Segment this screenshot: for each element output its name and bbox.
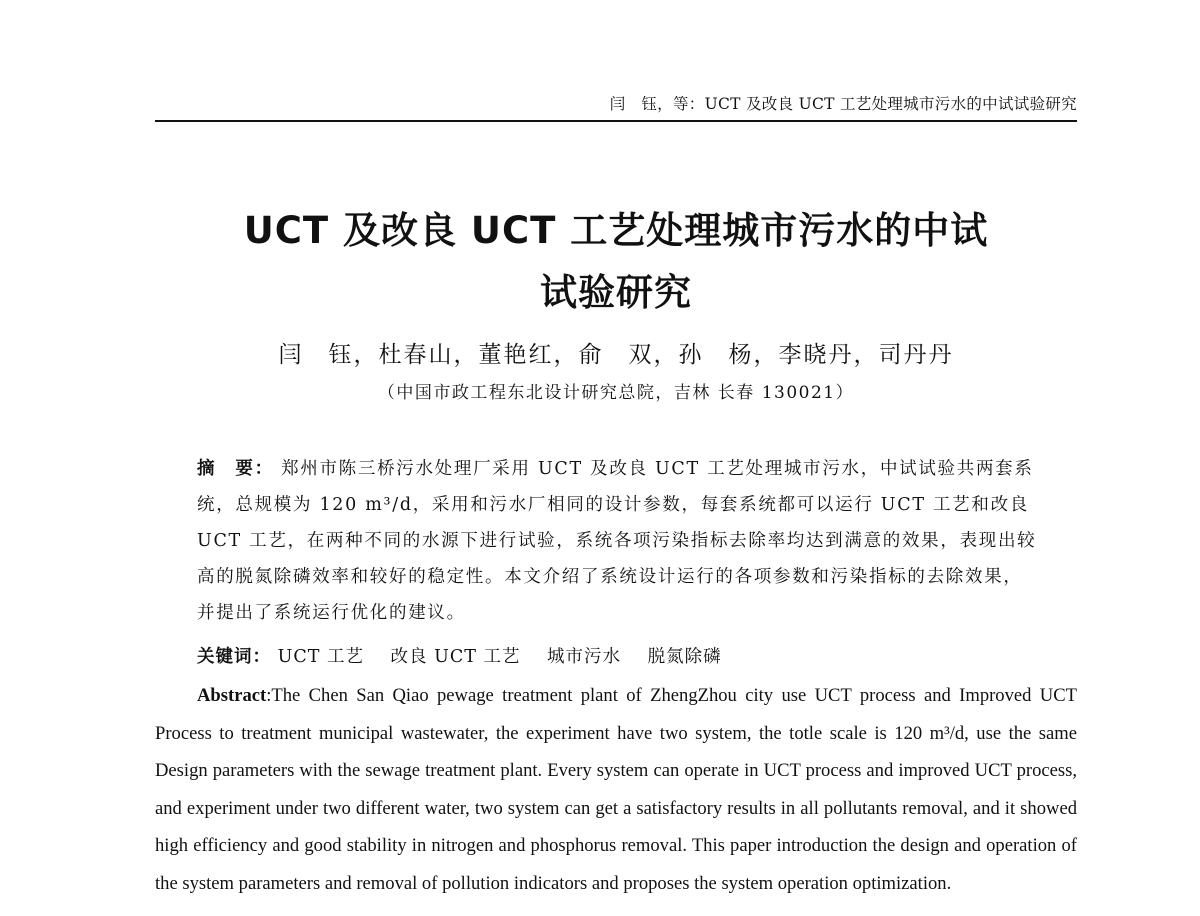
running-head: 闫 钰，等：UCT 及改良 UCT 工艺处理城市污水的中试试验研究 (609, 95, 1077, 113)
keywords-label: 关键词： (197, 647, 271, 667)
keyword-item: UCT 工艺 (277, 647, 364, 667)
english-abstract-text: :The Chen San Qiao pewage treatment plant of ZhengZhou city use UCT process and Improved UCT Process to treatment municipal wastewater, the experiment have two system, the totle scale is 120 m³/d, use the same Design parameters with the sewage treatment plant. Every system can operate in UCT process and improved UCT process, and experiment under two different water, two system can get a satisfactory results in all pollutants removal, and it showed high efficiency and good stability in nitrogen and phosphorus removal. This paper introduction the design and operation of the system parameters and removal of pollution indicators and proposes the system operation optimization. (155, 685, 1077, 894)
english-abstract (155, 677, 1077, 903)
paper-title-line-2: 试验研究 (540, 271, 692, 314)
chinese-abstract (197, 451, 1037, 631)
affiliation: （中国市政工程东北设计研究总院，吉林 长春 130021） (377, 383, 855, 403)
keyword-item: 改良 UCT 工艺 (390, 647, 521, 667)
keywords (197, 639, 1077, 675)
header-rule (155, 120, 1077, 122)
chinese-abstract-text: 郑州市陈三桥污水处理厂采用 UCT 及改良 UCT 工艺处理城市污水，中试试验共两套系统，总规模为 120 m³/d，采用和污水厂相同的设计参数，每套系统都可以运行 UCT 工艺和改良 UCT 工艺，在两种不同的水源下进行试验，系统各项污染指标去除率均达到满意的效果，表现出较高的脱氮除磷效率和较好的稳定性。本文介绍了系统设计运行的各项参数和污染指标的去除效果，并提出了系统运行优化的建议。 (197, 459, 1037, 623)
author-list: 闫 钰，杜春山，董艳红，俞 双，孙 杨，李晓丹，司丹丹 (278, 342, 954, 368)
english-abstract-label: Abstract (197, 685, 267, 706)
chinese-abstract-label: 摘 要： (197, 459, 274, 479)
keyword-item: 城市污水 (547, 647, 622, 667)
paper-title-line-1: UCT 及改良 UCT 工艺处理城市污水的中试 (243, 209, 989, 252)
keyword-item: 脱氮除磷 (647, 647, 722, 667)
